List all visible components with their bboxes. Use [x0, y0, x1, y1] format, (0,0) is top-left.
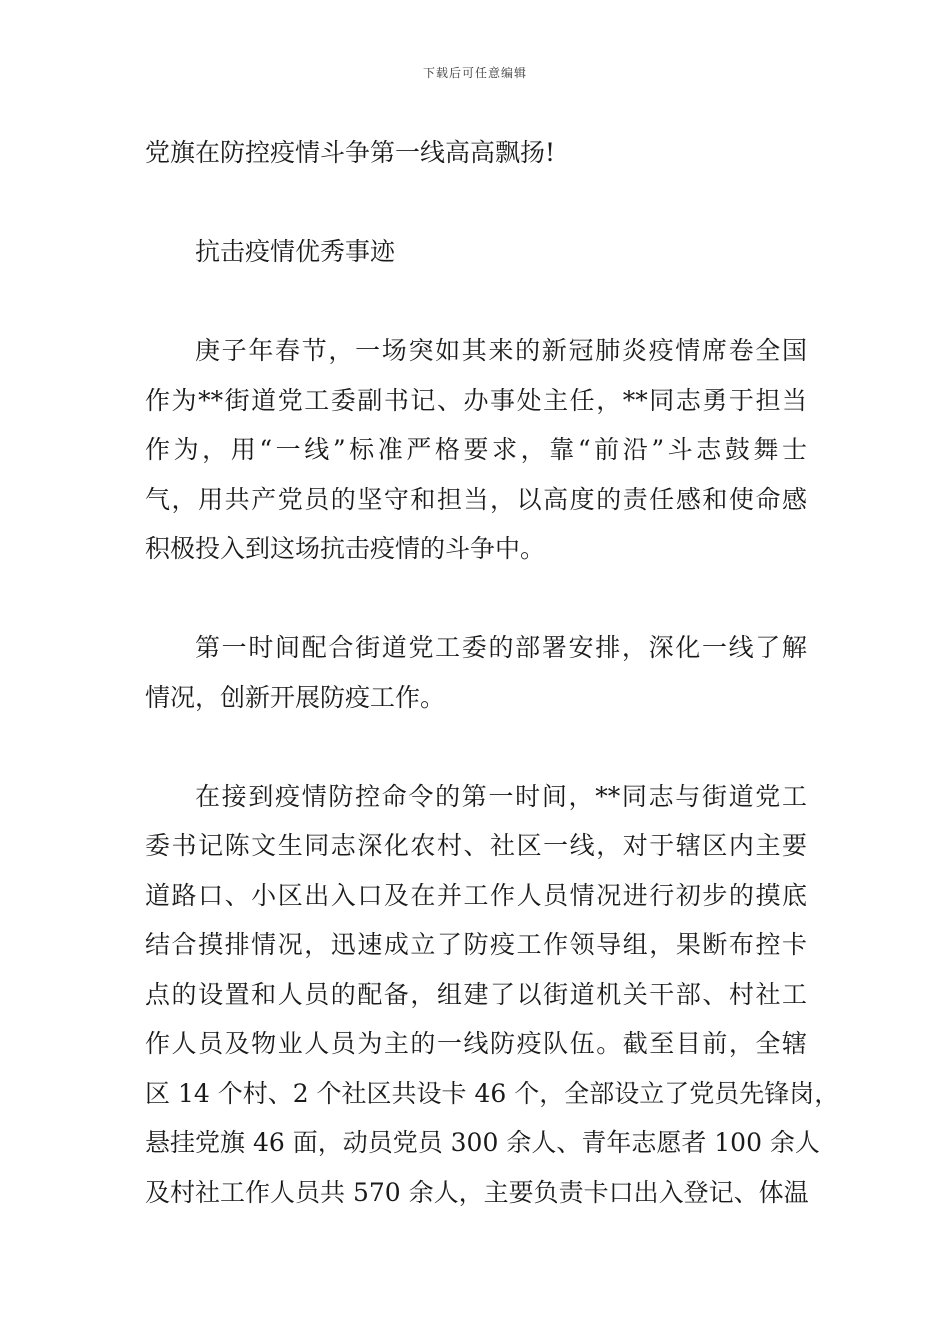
spacer [145, 722, 807, 772]
paragraph-3 [145, 772, 840, 1218]
paragraph-1 [145, 326, 807, 574]
document-subtitle: 抗击疫情优秀事迹 [195, 237, 396, 266]
spacer [145, 178, 807, 228]
paragraph-line: 委书记陈文生同志深化农村、社区一线，对于辖区内主要 [145, 831, 807, 860]
paragraph-line: 及村社工作人员共 570 余人，主要负责卡口出入登记、体温 [145, 1177, 809, 1207]
paragraph-line: 悬挂党旗 46 面，动员党员 300 余人、青年志愿者 100 余人 [145, 1128, 820, 1157]
paragraph-line: 作为**街道党工委副书记、办事处主任，**同志勇于担当 [145, 385, 807, 415]
paragraph-line: 作人员及物业人员为主的一线防疫队伍。截至目前，全辖 [145, 1029, 807, 1058]
paragraph-2 [145, 623, 807, 722]
document-body [145, 128, 840, 1217]
paragraph-line: 情况，创新开展防疫工作。 [145, 682, 446, 712]
paragraph-line: 在接到疫情防控命令的第一时间，**同志与街道党工 [195, 781, 807, 811]
page-header-note: 下载后可任意编辑 [422, 66, 527, 80]
spacer [145, 277, 807, 327]
document-title: 党旗在防控疫情斗争第一线高高飘扬! [145, 138, 556, 167]
paragraph-line: 庚子年春节，一场突如其来的新冠肺炎疫情席卷全国 [195, 336, 807, 365]
paragraph-line: 气，用共产党员的坚守和担当，以高度的责任感和使命感 [145, 484, 807, 514]
spacer [145, 574, 807, 624]
paragraph-line: 点的设置和人员的配备，组建了以街道机关干部、村社工 [145, 979, 807, 1009]
paragraph-line: 道路口、小区出入口及在并工作人员情况进行初步的摸底 [145, 880, 807, 910]
paragraph-line: 作为，用“一线”标准严格要求，靠“前沿”斗志鼓舞士 [145, 435, 807, 464]
paragraph-line: 第一时间配合街道党工委的部署安排，深化一线了解 [195, 633, 807, 662]
paragraph-line: 结合摸排情况，迅速成立了防疫工作领导组，果断布控卡 [145, 930, 807, 959]
paragraph-line: 积极投入到这场抗击疫情的斗争中。 [145, 534, 546, 563]
paragraph-line: 区 14 个村、2 个社区共设卡 46 个，全部设立了党员先锋岗， [145, 1078, 840, 1108]
